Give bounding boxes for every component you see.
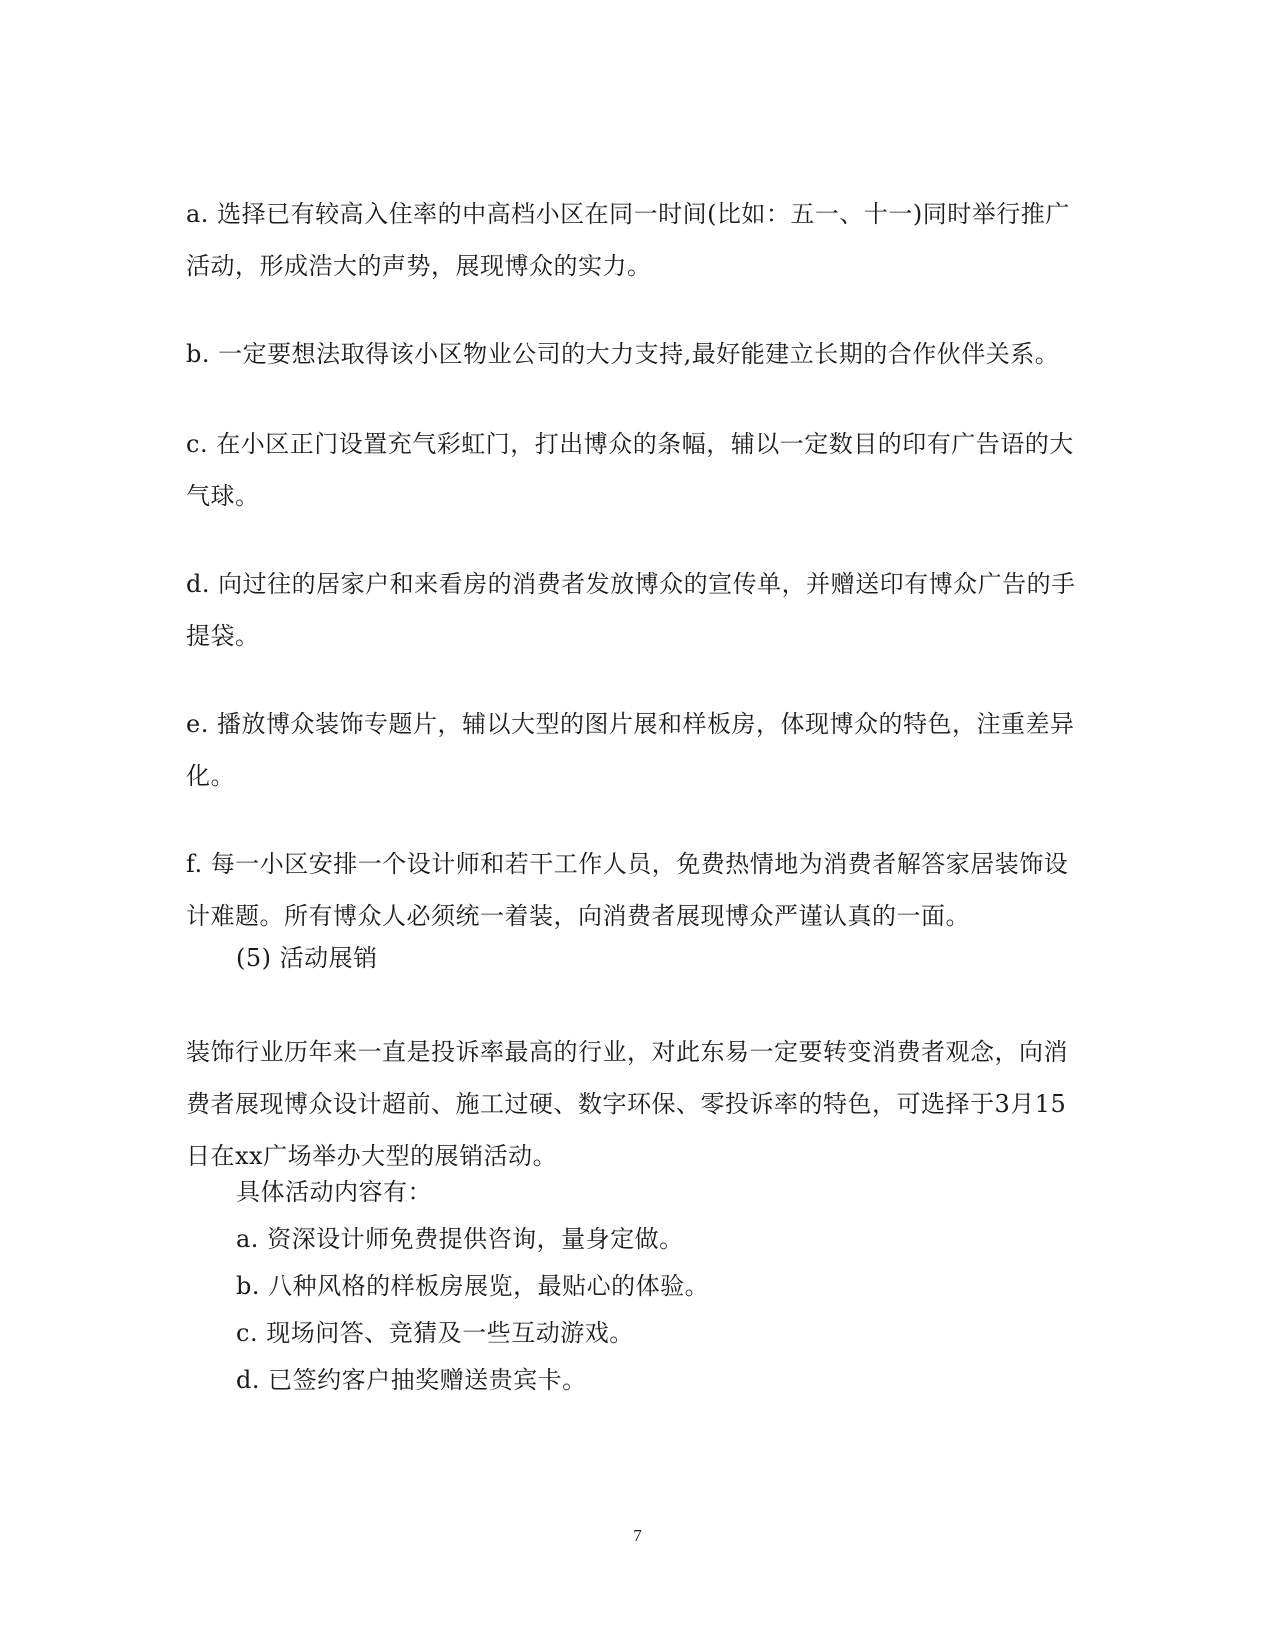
page-number: 7 (633, 1526, 642, 1545)
activity-item-d: d. 已签约客户抽奖赠送贵宾卡。 (236, 1366, 587, 1394)
paragraph-f: f. 每一小区安排一个设计师和若干工作人员，免费热情地为消费者解答家居装饰设计难题。所有博众人必须统一着装，向消费者展现博众严谨认真的一面。 (186, 850, 1069, 930)
paragraph-c: c. 在小区正门设置充气彩虹门，打出博众的条幅，辅以一定数目的印有广告语的大气球。 (186, 430, 1074, 510)
paragraph-e: e. 播放博众装饰专题片，辅以大型的图片展和样板房，体现博众的特色，注重差异化。 (186, 710, 1075, 790)
paragraph-d: d. 向过往的居家户和来看房的消费者发放博众的宣传单，并赠送印有博众广告的手提袋。 (186, 570, 1076, 650)
activity-item-a: a. 资深设计师免费提供咨询，量身定做。 (236, 1225, 684, 1253)
activities-intro: 具体活动内容有： (236, 1178, 432, 1206)
paragraph-b: b. 一定要想法取得该小区物业公司的大力支持,最好能建立长期的合作伙伴关系。 (186, 340, 1060, 368)
paragraph-exhibition: 装饰行业历年来一直是投诉率最高的行业，对此东易一定要转变消费者观念，向消费者展现博众设计超前、施工过硬、数字环保、零投诉率的特色，可选择于3月15日在xx广场举办大型的展销活动。 (186, 1038, 1068, 1170)
paragraph-a: a. 选择已有较高入住率的中高档小区在同一时间(比如：五一、十一)同时举行推广活动，形成浩大的声势，展现博众的实力。 (186, 200, 1070, 280)
activity-item-b: b. 八种风格的样板房展览，最贴心的体验。 (236, 1272, 710, 1300)
activity-item-c: c. 现场问答、竞猜及一些互动游戏。 (236, 1319, 634, 1347)
section-heading: (5) 活动展销 (236, 944, 378, 972)
